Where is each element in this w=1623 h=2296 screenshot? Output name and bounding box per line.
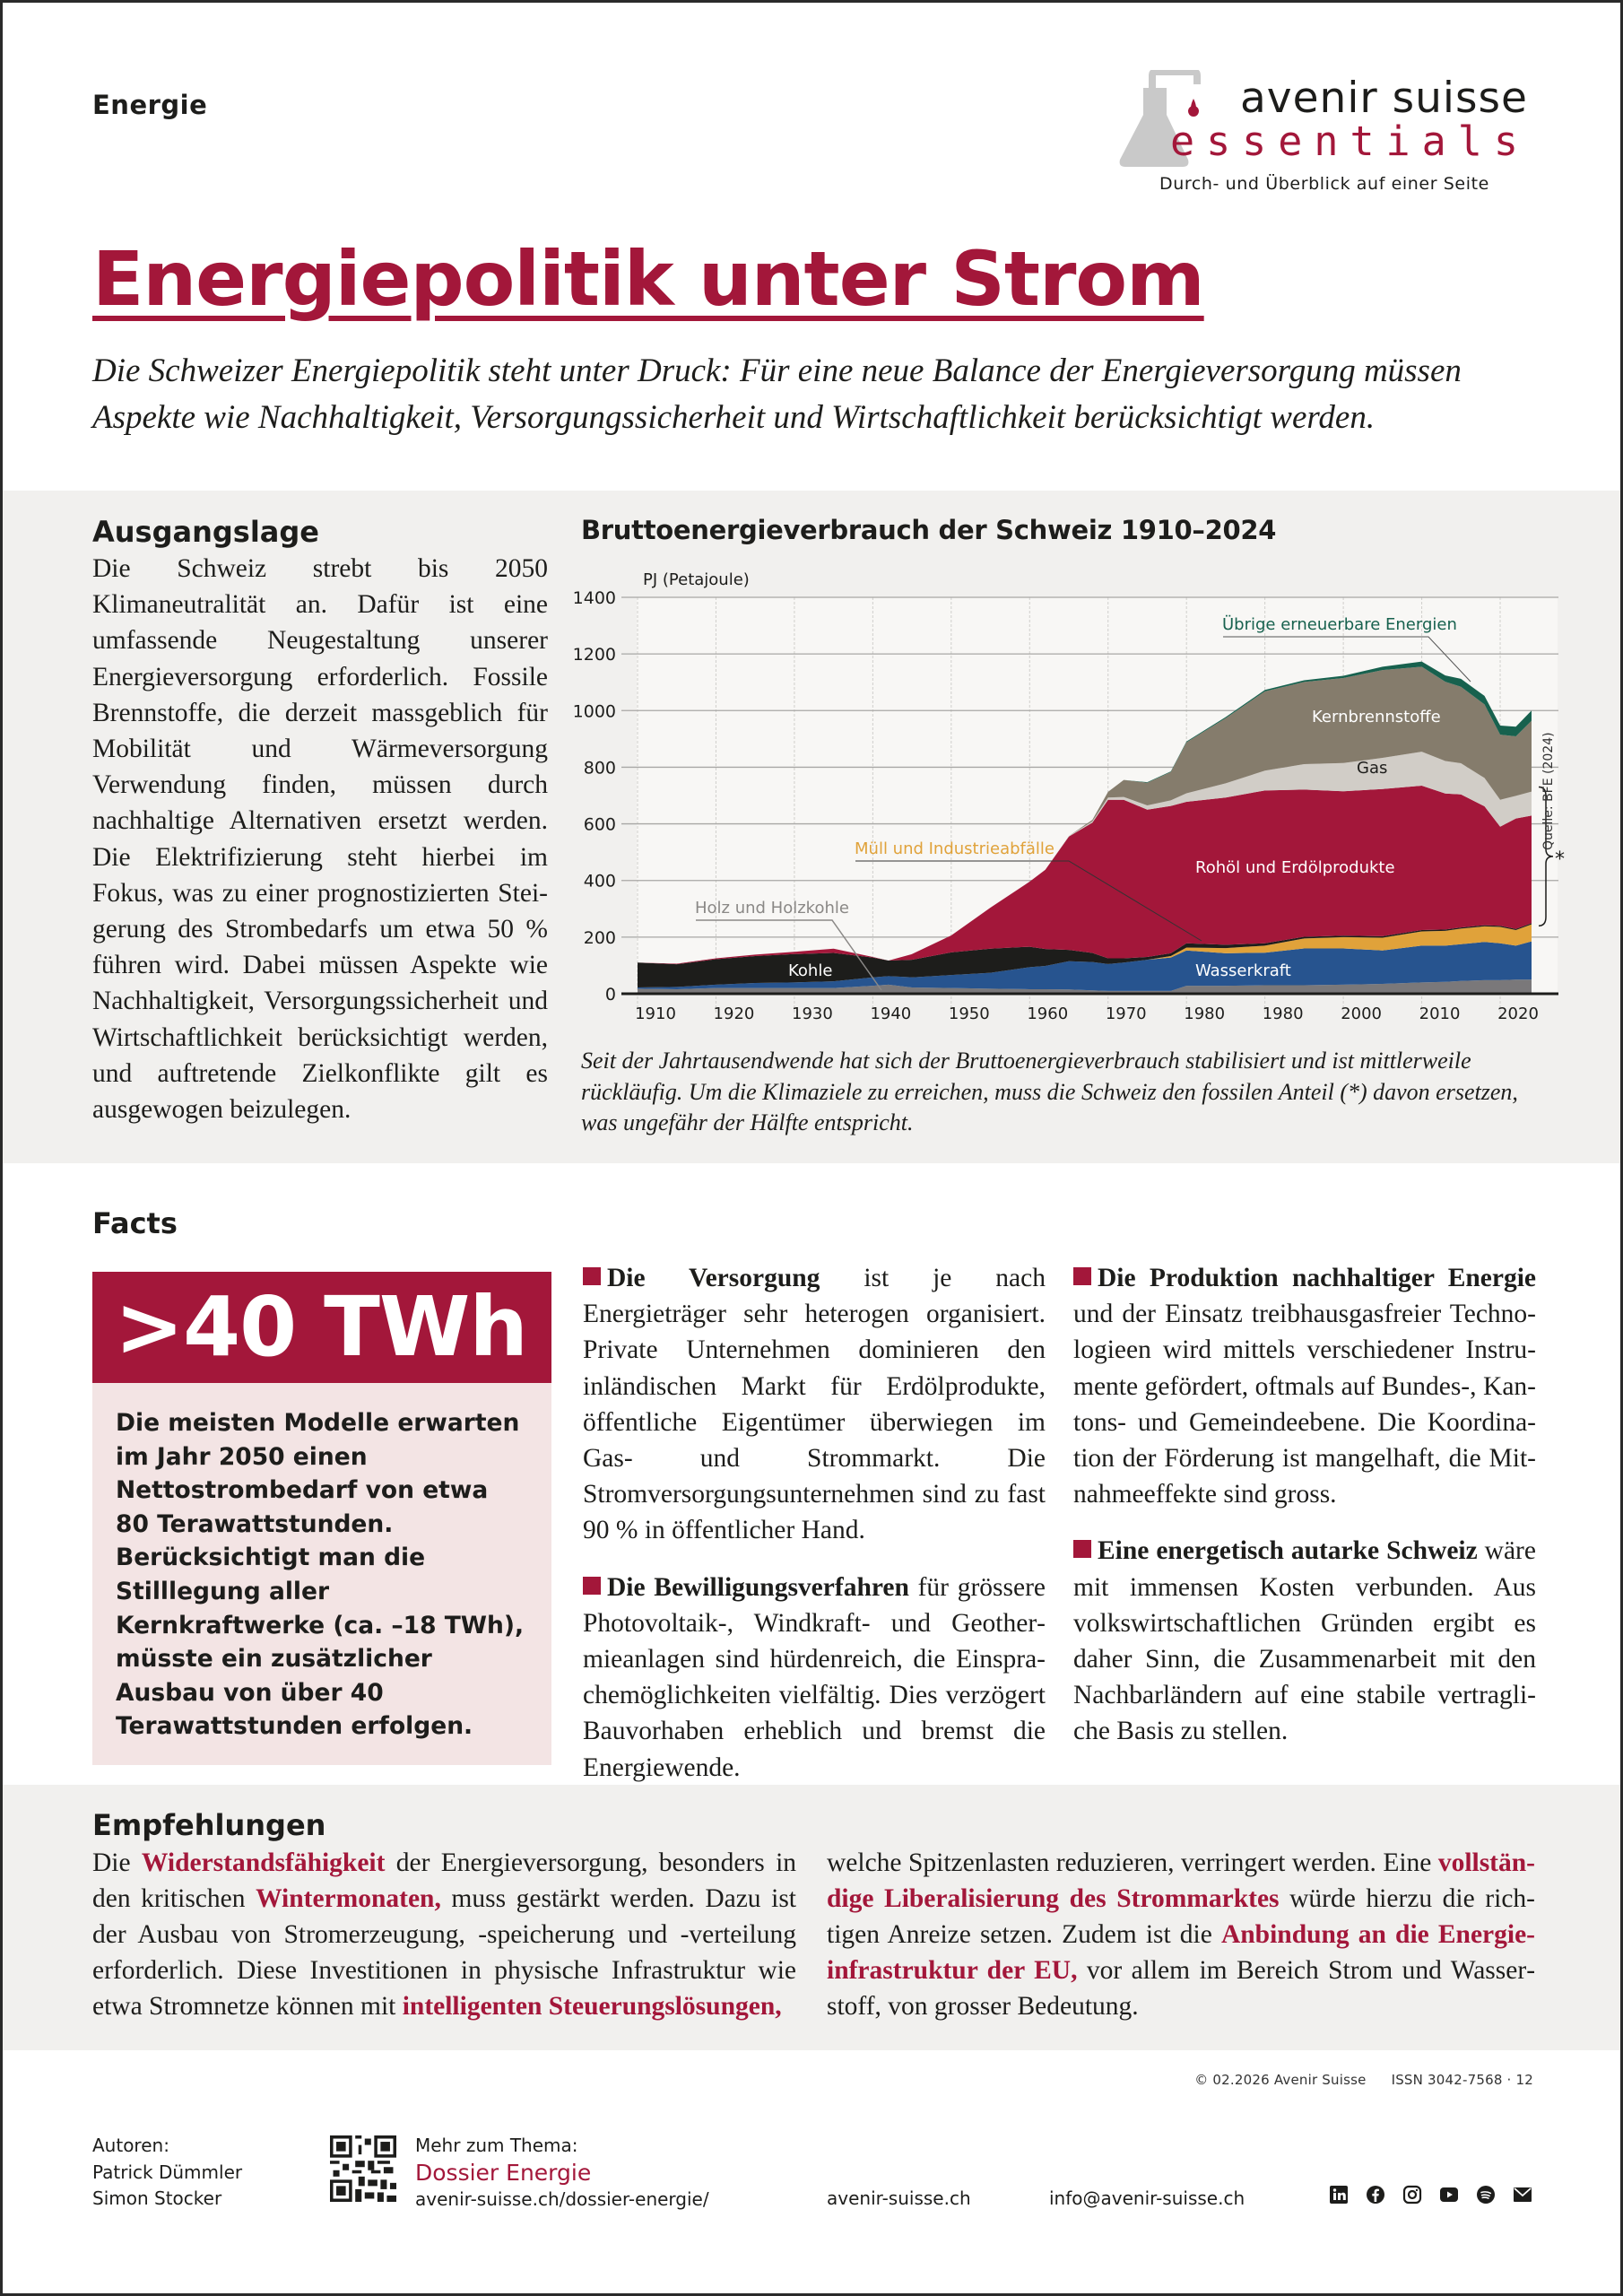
- social-links: [1328, 2184, 1533, 2205]
- recommendations-column-2: welche Spitzenlasten reduzieren, verringert werden. Eine vollständige Liberalisierung des Strommarktes würde hierzu die richtigen Anreize setzen. Zudem ist die Anbindung an die Energieinfrastruktur der EU, vor allem im Bereich Strom und Wasserstoff, von grosser Bedeutung.: [827, 1848, 1536, 2021]
- svg-text:*: *: [1555, 848, 1565, 871]
- svg-text:1000: 1000: [572, 701, 616, 722]
- logo-sub: essentials: [1170, 117, 1530, 165]
- svg-text:200: 200: [583, 927, 616, 948]
- svg-text:Müll und Industrieabfälle: Müll und Industrieabfälle: [855, 839, 1055, 858]
- bullet-square-icon: [583, 1267, 601, 1285]
- youtube-icon[interactable]: [1438, 2184, 1460, 2205]
- fact-item: Eine energetisch autarke Schweiz wäre mit immensen Kosten verbunden. Aus volkswirtschaftlichen Gründen ergibt es daher Sinn, die Zusammenarbeit mit den Nachbarländern auf eine stabile vertragliche Basis zu stellen.: [1073, 1536, 1536, 1746]
- recommendations-column-1: Die Widerstandsfähigkeit der Energieversorgung, besonders in den kritischen Wintermonaten, muss gestärkt werden. Dazu ist der Ausbau von Stromerzeugung, -speicherung und -verteilung erforderlich. Diese Investitionen in physische Infrastruktur wie etwa Stromnetze können mit intelligenten Steuerungslösungen,: [92, 1848, 797, 2021]
- chart-caption: Seit der Jahrtausendwende hat sich der Bruttoenergieverbrauch stabilisiert und ist mittlerweile rückläufig. Um die Klimaziele zu erreichen, muss die Schweiz den fossilen Anteil (*) davon ersetzen, was ungefähr der Hälfte entspricht.: [581, 1048, 1518, 1135]
- svg-text:400: 400: [583, 871, 616, 891]
- key-fact-box: [92, 1272, 551, 1765]
- svg-text:1970: 1970: [1105, 1004, 1147, 1023]
- svg-text:1980: 1980: [1262, 1004, 1304, 1023]
- linkedin-icon[interactable]: [1328, 2184, 1350, 2205]
- svg-text:1980: 1980: [1184, 1004, 1226, 1023]
- fact-item: Die Bewilligungsverfahren für grössere Photovoltaik-, Windkraft- und Geothermieanlagen sind hürdenreich, die Einsprachemöglichkeiten vielfältig. Dies verzögert Bauvorhaben erheblich und bremst die Energiewende.: [583, 1572, 1046, 1782]
- dossier-block: [415, 2133, 709, 2213]
- svg-text:2010: 2010: [1419, 1004, 1461, 1023]
- instagram-icon[interactable]: [1402, 2184, 1423, 2205]
- svg-text:Gas: Gas: [1357, 759, 1388, 778]
- svg-text:1910: 1910: [635, 1004, 676, 1023]
- authors-label: Autoren:: [92, 2135, 169, 2156]
- svg-text:2000: 2000: [1341, 1004, 1383, 1023]
- topic-label: Energie: [92, 90, 208, 120]
- mail-icon[interactable]: [1512, 2184, 1533, 2205]
- lead-text: Die Schweizer Energiepolitik steht unter Druck: Für eine neue Balance der Energieversorgung müssen Aspekte wie Nachhaltigkeit, Versorgungssicherheit und Wirtschaftlichkeit berücksichtigt werden.: [92, 352, 1462, 436]
- facts-heading: Facts: [92, 1206, 178, 1240]
- dossier-link[interactable]: Dossier Energie: [415, 2159, 592, 2186]
- qr-code-icon[interactable]: [330, 2135, 396, 2202]
- page-title: Energiepolitik unter Strom: [92, 235, 1204, 323]
- logo-name: avenir suisse: [1240, 74, 1528, 123]
- chart-title: Bruttoenergieverbrauch der Schweiz 1910–2024: [581, 515, 1277, 545]
- svg-text:0: 0: [604, 985, 616, 1004]
- stacked-area-chart: [0, 0, 1623, 1076]
- author-name: Patrick Dümmler: [92, 2161, 243, 2183]
- svg-text:800: 800: [583, 758, 616, 778]
- authors-block: [92, 2133, 242, 2213]
- facebook-icon[interactable]: [1365, 2184, 1386, 2205]
- spotify-icon[interactable]: [1475, 2184, 1497, 2205]
- svg-text:1400: 1400: [572, 588, 616, 608]
- svg-text:Holz und Holzkohle: Holz und Holzkohle: [695, 899, 849, 918]
- svg-text:Übrige erneuerbare Energien: Übrige erneuerbare Energien: [1222, 615, 1457, 634]
- copyright-line: © 02.2026 Avenir Suisse ISSN 3042-7568 · 12: [1194, 2072, 1533, 2088]
- author-name: Simon Stocker: [92, 2187, 222, 2209]
- more-label: Mehr zum Thema:: [415, 2135, 578, 2156]
- email-link[interactable]: info@avenir-suisse.ch: [1049, 2187, 1245, 2209]
- svg-text:1950: 1950: [948, 1004, 990, 1023]
- svg-text:1940: 1940: [870, 1004, 912, 1023]
- fact-item: Die Versorgung ist je nach Energieträger sehr heterogen organisiert. Private Unternehmen dominieren den inländischen Markt für Erdölprodukte, öffentliche Eigentümer überwiegen im Gas- und Strommarkt. Die Stromversorgungsunternehmen sind zu fast 90 % in öffentlicher Hand.: [583, 1264, 1046, 1545]
- svg-text:Kernbrennstoffe: Kernbrennstoffe: [1312, 708, 1441, 726]
- svg-text:1960: 1960: [1027, 1004, 1069, 1023]
- bullet-square-icon: [1073, 1267, 1091, 1285]
- svg-text:1920: 1920: [713, 1004, 755, 1023]
- svg-text:PJ (Petajoule): PJ (Petajoule): [643, 570, 750, 589]
- bullet-square-icon: [583, 1577, 601, 1595]
- svg-text:2020: 2020: [1497, 1004, 1539, 1023]
- key-fact-number: >40 TWh: [92, 1272, 551, 1383]
- ausgangslage-heading: Ausgangslage: [92, 515, 319, 549]
- empfehlungen-heading: Empfehlungen: [92, 1808, 326, 1842]
- svg-text:Kohle: Kohle: [788, 961, 833, 980]
- dossier-url[interactable]: avenir-suisse.ch/dossier-energie/: [415, 2187, 709, 2210]
- svg-text:Rohöl und Erdölprodukte: Rohöl und Erdölprodukte: [1195, 858, 1395, 877]
- key-fact-text: Die meisten Modelle erwarten im Jahr 2050 einen Nettostrombedarf von etwa 80 Terawattstunden. Berücksichtigt man die Stilllegung aller Kernkraftwerke (ca. –18 TWh), müsste ein zusätzlicher Ausbau von über 40 Terawattstunden erfolgen.: [92, 1383, 551, 1765]
- website-link[interactable]: avenir-suisse.ch: [827, 2187, 971, 2209]
- facts-column-1: [583, 1260, 1046, 1806]
- facts-column-2: [1073, 1260, 1536, 1770]
- svg-text:1930: 1930: [792, 1004, 833, 1023]
- bullet-square-icon: [1073, 1540, 1091, 1558]
- svg-text:Quelle: BFE (2024): Quelle: BFE (2024): [1541, 732, 1556, 850]
- logo-tagline: Durch- und Überblick auf einer Seite: [1159, 174, 1489, 194]
- svg-text:600: 600: [583, 814, 616, 835]
- fact-item: Die Produktion nachhaltiger Energie und der Einsatz treibhausgasfreier Technologieen wird mittels verschiedener Instrumente gefördert, oftmals auf Bundes-, Kantons- und Gemeindeebene. Die Koordination der Förderung ist mangelhaft, die Mitnahmeeffekte sind gross.: [1073, 1264, 1536, 1509]
- svg-text:1200: 1200: [572, 645, 616, 665]
- svg-text:Wasserkraft: Wasserkraft: [1195, 961, 1291, 980]
- ausgangslage-text: Die Schweiz strebt bis 2050 Klimaneutralität an. Dafür ist eine umfassende Neugestaltung unserer Energieversorgung erforderlich. Fossile Brennstoffe, die derzeit massgeblich für Mobilität und Wärmeversorgung Verwendung finden, müssen durch nachhaltige Alternativen ersetzt werden. Die Elektrifizierung steht hierbei im Fokus, was zu einer prognostizierten Steigerung des Strombedarfs um etwa 50 % führen wird. Dabei müssen Aspekte wie Nachhaltigkeit, Versorgungssicherheit und Wirtschaftlichkeit berücksichtigt werden, und auftretende Zielkonflikte gilt es ausgewogen beizulegen.: [92, 554, 548, 1125]
